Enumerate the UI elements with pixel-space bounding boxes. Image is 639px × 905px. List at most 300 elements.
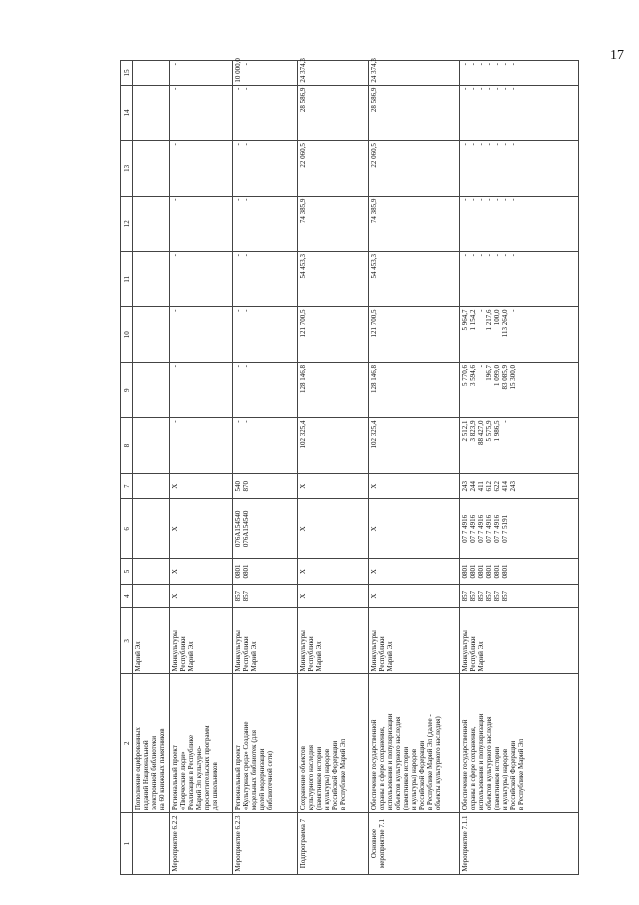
page-number: 17 <box>610 48 624 63</box>
cell-line: Минкультуры <box>171 630 179 672</box>
cell-line: 07 7 4916 <box>485 514 493 543</box>
col-header: 1 <box>121 813 133 875</box>
cell-line: 0801 <box>493 564 501 579</box>
cell-line: - <box>477 309 485 312</box>
cell-line: 540 <box>234 480 242 492</box>
row-grbs <box>133 584 170 607</box>
cell-line: 1 217,6 <box>485 309 493 331</box>
cell-line: 54 453,3 <box>370 254 378 279</box>
cell-line: - <box>501 87 509 90</box>
row-value <box>133 418 170 473</box>
cell-line: 10 000,0 <box>234 58 242 83</box>
cell-line: - <box>234 364 242 368</box>
table-body <box>133 58 579 875</box>
row-value <box>133 307 170 362</box>
cell-line: 857 <box>469 590 477 602</box>
row-grbs <box>460 584 579 607</box>
table-row <box>298 61 369 875</box>
row-value <box>133 196 170 251</box>
cell-line: 2 512,1 <box>461 420 469 442</box>
cell-line: Пополнение оцифрованных <box>134 727 142 811</box>
cell-line: 196,7 <box>485 364 493 381</box>
col-header: 9 <box>121 362 133 417</box>
cell-line: Х <box>370 483 378 489</box>
cell-line: 0801 <box>234 564 242 579</box>
row-value <box>233 362 298 417</box>
cell-line: 1 986,5 <box>493 420 501 442</box>
row-name: Мероприятие 6.2.3 <box>233 813 298 875</box>
cell-line: Марий Эл культурно- <box>195 745 203 811</box>
row-value <box>460 85 579 140</box>
column-number-row <box>121 61 133 875</box>
cell-line: 15 300,0 <box>509 364 517 390</box>
row-value <box>369 362 460 417</box>
cell-line: - <box>234 309 242 312</box>
cell-line: 07 7 4916 <box>477 514 485 543</box>
cell-line: - <box>234 143 242 146</box>
cell-line: - <box>477 143 485 146</box>
col-header: 15 <box>121 61 133 86</box>
cell-line: 244 <box>469 480 477 492</box>
cell-line: Марий Эл <box>134 641 142 672</box>
row-rz <box>298 559 369 585</box>
row-value <box>298 141 369 196</box>
cell-line: Марий Эл <box>315 641 323 672</box>
cell-line: 07 7 5191 <box>501 514 509 543</box>
row-rz <box>460 559 579 585</box>
cell-line: Х <box>171 569 179 575</box>
cell-line: Х <box>171 593 179 599</box>
cell-line: охраны в сфере сохранения, <box>378 726 386 811</box>
row-grbs <box>369 584 460 607</box>
cell-line: 102 325,4 <box>299 420 307 449</box>
row-value <box>298 196 369 251</box>
cell-line: - <box>469 254 477 257</box>
row-vr <box>460 473 579 499</box>
row-value <box>298 307 369 362</box>
cell-line: - <box>485 198 493 201</box>
cell-line: на 60 книжных памятников <box>158 728 166 811</box>
cell-line: 411 <box>477 481 485 492</box>
cell-line: - <box>461 198 469 201</box>
cell-line: - <box>493 198 501 201</box>
row-grbs <box>233 584 298 607</box>
cell-line: - <box>485 63 493 66</box>
cell-line: объектов культурного наследия <box>394 716 402 811</box>
cell-line: использования и популяризации <box>386 713 394 811</box>
cell-line: 0801 <box>242 564 250 579</box>
row-csr <box>233 499 298 559</box>
cell-line: - <box>509 143 517 146</box>
cell-line: 74 385,9 <box>299 198 307 224</box>
cell-line: 870 <box>242 480 250 492</box>
col-header: 10 <box>121 307 133 362</box>
cell-line: 74 385,9 <box>370 198 378 224</box>
row-value <box>298 418 369 473</box>
cell-line: Х <box>370 526 378 532</box>
cell-line: изданий Национальной <box>142 740 150 811</box>
row-title <box>133 674 170 813</box>
cell-line: 1 099,0 <box>493 364 501 386</box>
row-value <box>133 141 170 196</box>
cell-line: 0801 <box>477 564 485 579</box>
cell-line: Сохранение объектов <box>299 746 307 811</box>
cell-line: модельных библиотек (для <box>250 730 258 811</box>
row-value <box>369 85 460 140</box>
row-grbs <box>298 584 369 607</box>
cell-line: Х <box>171 483 179 489</box>
row-executor <box>369 608 460 674</box>
row-vr <box>133 473 170 499</box>
cell-line: - <box>509 63 517 66</box>
cell-line: Х <box>299 593 307 599</box>
row-value <box>460 196 579 251</box>
cell-line: Обеспечение государственной <box>370 719 378 811</box>
cell-line: 612 <box>485 480 493 492</box>
cell-line: - <box>477 87 485 90</box>
cell-line: 857 <box>485 590 493 602</box>
row-rz <box>170 559 233 585</box>
cell-line: и культуры) народов <box>410 748 418 811</box>
row-value <box>233 196 298 251</box>
row-value <box>460 418 579 473</box>
cell-line: - <box>501 198 509 201</box>
cell-line: - <box>461 63 469 66</box>
cell-line: в Республике Марий Эл <box>517 738 525 811</box>
table-row <box>233 61 298 875</box>
cell-line: 24 374,3 <box>370 58 378 83</box>
cell-line: 83 085,9 <box>501 364 509 390</box>
cell-line: - <box>234 420 242 423</box>
cell-line: для школьников <box>211 762 219 811</box>
cell-line: Республики <box>179 636 187 672</box>
row-executor <box>298 608 369 674</box>
cell-line: Республики <box>378 636 386 672</box>
cell-line: (памятников истории <box>493 746 501 811</box>
cell-line: 0801 <box>461 564 469 579</box>
col-header: 8 <box>121 418 133 473</box>
row-title <box>298 674 369 813</box>
row-value <box>233 418 298 473</box>
cell-line: - <box>171 63 179 66</box>
row-title <box>460 674 579 813</box>
row-value <box>460 61 579 86</box>
cell-line: 121 700,5 <box>370 309 378 338</box>
cell-line: 22 060,5 <box>370 143 378 168</box>
row-name: Подпрограмма 7 <box>298 813 369 875</box>
cell-line: электронной библиотеки <box>150 736 158 811</box>
cell-line: 857 <box>477 590 485 602</box>
row-value <box>369 196 460 251</box>
cell-line: библиотечной сети) <box>266 751 274 811</box>
cell-line: - <box>469 143 477 146</box>
cell-line: 88 427,0 <box>477 420 485 445</box>
cell-line: 5 964,7 <box>461 309 469 331</box>
cell-line: - <box>461 143 469 146</box>
row-vr <box>298 473 369 499</box>
row-value <box>233 252 298 307</box>
row-value <box>133 85 170 140</box>
cell-line: Х <box>299 483 307 489</box>
col-header: 2 <box>121 674 133 813</box>
cell-line: - <box>461 254 469 257</box>
cell-line: - <box>171 198 179 201</box>
row-value <box>170 196 233 251</box>
row-value <box>170 141 233 196</box>
row-value <box>133 61 170 86</box>
cell-line: - <box>242 364 250 368</box>
row-executor <box>460 608 579 674</box>
col-header: 13 <box>121 141 133 196</box>
row-value <box>233 58 298 86</box>
cell-line: целей модернизации <box>258 748 266 811</box>
row-value <box>298 85 369 140</box>
cell-line: 243 <box>509 480 517 492</box>
row-value <box>170 61 233 86</box>
budget-table-sheet <box>120 60 622 875</box>
cell-line: 857 <box>234 590 242 602</box>
cell-line: Х <box>299 569 307 575</box>
row-value <box>369 141 460 196</box>
cell-line: - <box>171 420 179 423</box>
cell-line: и культуры) народов <box>501 748 509 811</box>
row-value <box>170 362 233 417</box>
cell-line: 622 <box>493 480 501 492</box>
cell-line: 243 <box>461 480 469 492</box>
cell-line: в Республике Марий Эл (далее - <box>426 714 434 811</box>
cell-line: 1 154,2 <box>469 309 477 331</box>
row-value <box>460 362 579 417</box>
cell-line: Х <box>370 569 378 575</box>
cell-line: - <box>234 198 242 201</box>
row-value <box>460 307 579 362</box>
cell-line: 3 823,9 <box>469 420 477 442</box>
cell-line: - <box>509 254 517 257</box>
cell-line: 113 264,0 <box>501 309 509 338</box>
table-row <box>369 61 460 875</box>
cell-line: - <box>477 198 485 201</box>
cell-line: объекты культурного наследия) <box>434 716 442 811</box>
cell-line: Минкультуры <box>370 630 378 672</box>
row-csr <box>460 499 579 559</box>
cell-line: - <box>509 309 517 312</box>
cell-line: Российской Федерации <box>509 740 517 811</box>
cell-line: - <box>242 63 250 66</box>
col-header: 12 <box>121 196 133 251</box>
cell-line: 128 146,8 <box>299 364 307 393</box>
cell-line: просветительских программ <box>203 725 211 811</box>
row-value <box>460 252 579 307</box>
row-value <box>369 307 460 362</box>
cell-line: - <box>493 143 501 146</box>
cell-line: - <box>171 364 179 368</box>
cell-line: 0801 <box>469 564 477 579</box>
col-header: 6 <box>121 499 133 559</box>
cell-line: Х <box>370 593 378 599</box>
cell-line: - <box>501 254 509 257</box>
cell-line: - <box>461 87 469 90</box>
row-name: Основное мероприятие 7.1 <box>369 813 460 875</box>
cell-line: 0801 <box>501 564 509 579</box>
cell-line: - <box>242 198 250 201</box>
cell-line: 076A154540 <box>242 510 250 548</box>
cell-line: - <box>469 87 477 90</box>
row-csr <box>133 499 170 559</box>
cell-line: - <box>509 87 517 90</box>
cell-line: Минкультуры <box>234 630 242 672</box>
cell-line: 128 146,8 <box>370 364 378 393</box>
cell-line: Республики <box>242 636 250 672</box>
cell-line: 414 <box>501 480 509 492</box>
cell-line: 5 575,9 <box>485 420 493 442</box>
row-value <box>369 418 460 473</box>
cell-line: - <box>242 87 250 90</box>
cell-line: - <box>477 254 485 257</box>
cell-line: 28 586,9 <box>370 87 378 113</box>
cell-line: Марий Эл <box>477 641 485 672</box>
row-rz <box>369 559 460 585</box>
cell-line: - <box>242 143 250 146</box>
cell-line: «Творческие люди» <box>179 751 187 811</box>
cell-line: 076A154540 <box>234 510 242 548</box>
row-value <box>298 252 369 307</box>
cell-line: 857 <box>493 590 501 602</box>
budget-allocation-table <box>120 60 579 875</box>
row-value <box>233 307 298 362</box>
cell-line: Х <box>299 526 307 532</box>
cell-line: Минкультуры <box>299 630 307 672</box>
row-grbs <box>170 584 233 607</box>
cell-line: - <box>469 63 477 66</box>
row-executor <box>133 608 170 674</box>
row-value <box>170 252 233 307</box>
row-rz <box>233 559 298 585</box>
col-header: 11 <box>121 252 133 307</box>
row-title <box>233 674 298 813</box>
row-value <box>369 252 460 307</box>
cell-line: - <box>171 87 179 90</box>
table-row <box>460 61 579 875</box>
cell-line: - <box>501 420 509 423</box>
cell-line: 857 <box>461 590 469 602</box>
row-csr <box>369 499 460 559</box>
row-value <box>170 418 233 473</box>
row-value <box>133 252 170 307</box>
col-header: 5 <box>121 559 133 585</box>
cell-line: культурного наследия <box>307 745 315 811</box>
cell-line: 3 594,6 <box>469 364 477 386</box>
cell-line: (памятников истории <box>402 746 410 811</box>
col-header: 3 <box>121 608 133 674</box>
row-vr <box>233 473 298 499</box>
cell-line: 102 325,4 <box>370 420 378 449</box>
cell-line: 857 <box>242 590 250 602</box>
cell-line: охраны в сфере сохранения, <box>469 726 477 811</box>
cell-line: Марий Эл <box>250 641 258 672</box>
cell-line: 24 374,3 <box>299 58 307 83</box>
row-csr <box>170 499 233 559</box>
cell-line: Марий Эл <box>386 641 394 672</box>
cell-line: 07 7 4916 <box>461 514 469 543</box>
row-vr <box>369 473 460 499</box>
cell-line: и культуры) народов <box>323 748 331 811</box>
cell-line: 54 453,3 <box>299 254 307 279</box>
cell-line: - <box>171 309 179 312</box>
row-value <box>298 58 369 86</box>
row-value <box>298 362 369 417</box>
cell-line: объектов культурного наследия <box>485 716 493 811</box>
cell-line: - <box>485 143 493 146</box>
cell-line: 07 7 4916 <box>469 514 477 543</box>
cell-line: «Культурная среда» Создание <box>242 721 250 811</box>
cell-line: - <box>242 420 250 423</box>
row-value <box>233 85 298 140</box>
cell-line: - <box>242 309 250 312</box>
row-value <box>369 58 460 86</box>
row-title <box>369 674 460 813</box>
cell-line: использования и популяризации <box>477 713 485 811</box>
cell-line: в Республике Марий Эл <box>339 738 347 811</box>
cell-line: - <box>493 254 501 257</box>
cell-line: - <box>485 254 493 257</box>
row-name: Мероприятие 6.2.2 <box>170 813 233 875</box>
cell-line: Республики <box>469 636 477 672</box>
cell-line: - <box>469 198 477 201</box>
row-csr <box>298 499 369 559</box>
cell-line: - <box>242 254 250 257</box>
row-name: Мероприятие 7.1.1 <box>460 813 579 875</box>
cell-line: Российской Федерации <box>418 740 426 811</box>
cell-line: Региональный проект <box>171 745 179 811</box>
cell-line: Республики <box>307 636 315 672</box>
row-value <box>133 362 170 417</box>
cell-line: 857 <box>501 590 509 602</box>
table-row <box>133 61 170 875</box>
cell-line: Российской Федерации <box>331 740 339 811</box>
cell-line: (памятников истории <box>315 746 323 811</box>
cell-line: Минкультуры <box>461 630 469 672</box>
cell-line: - <box>171 254 179 257</box>
cell-line: 07 7 4916 <box>493 514 501 543</box>
cell-line: - <box>477 364 485 368</box>
cell-line: Марий Эл <box>187 641 195 672</box>
row-vr <box>170 473 233 499</box>
row-executor <box>233 608 298 674</box>
cell-line: - <box>485 87 493 90</box>
table-row <box>170 61 233 875</box>
row-rz <box>133 559 170 585</box>
cell-line: Х <box>171 526 179 532</box>
col-header: 4 <box>121 584 133 607</box>
cell-line: - <box>501 63 509 66</box>
row-executor <box>170 608 233 674</box>
cell-line: - <box>501 143 509 146</box>
cell-line: 22 060,5 <box>299 143 307 168</box>
row-value <box>460 141 579 196</box>
cell-line: 28 586,9 <box>299 87 307 113</box>
cell-line: Обеспечение государственной <box>461 719 469 811</box>
row-value <box>233 141 298 196</box>
cell-line: 121 700,5 <box>299 309 307 338</box>
cell-line: Реализация в Республике <box>187 735 195 811</box>
cell-line: - <box>493 87 501 90</box>
col-header: 7 <box>121 473 133 499</box>
cell-line: - <box>171 143 179 146</box>
cell-line: - <box>234 87 242 90</box>
cell-line: Региональный проект <box>234 745 242 811</box>
col-header: 14 <box>121 85 133 140</box>
cell-line: - <box>493 63 501 66</box>
